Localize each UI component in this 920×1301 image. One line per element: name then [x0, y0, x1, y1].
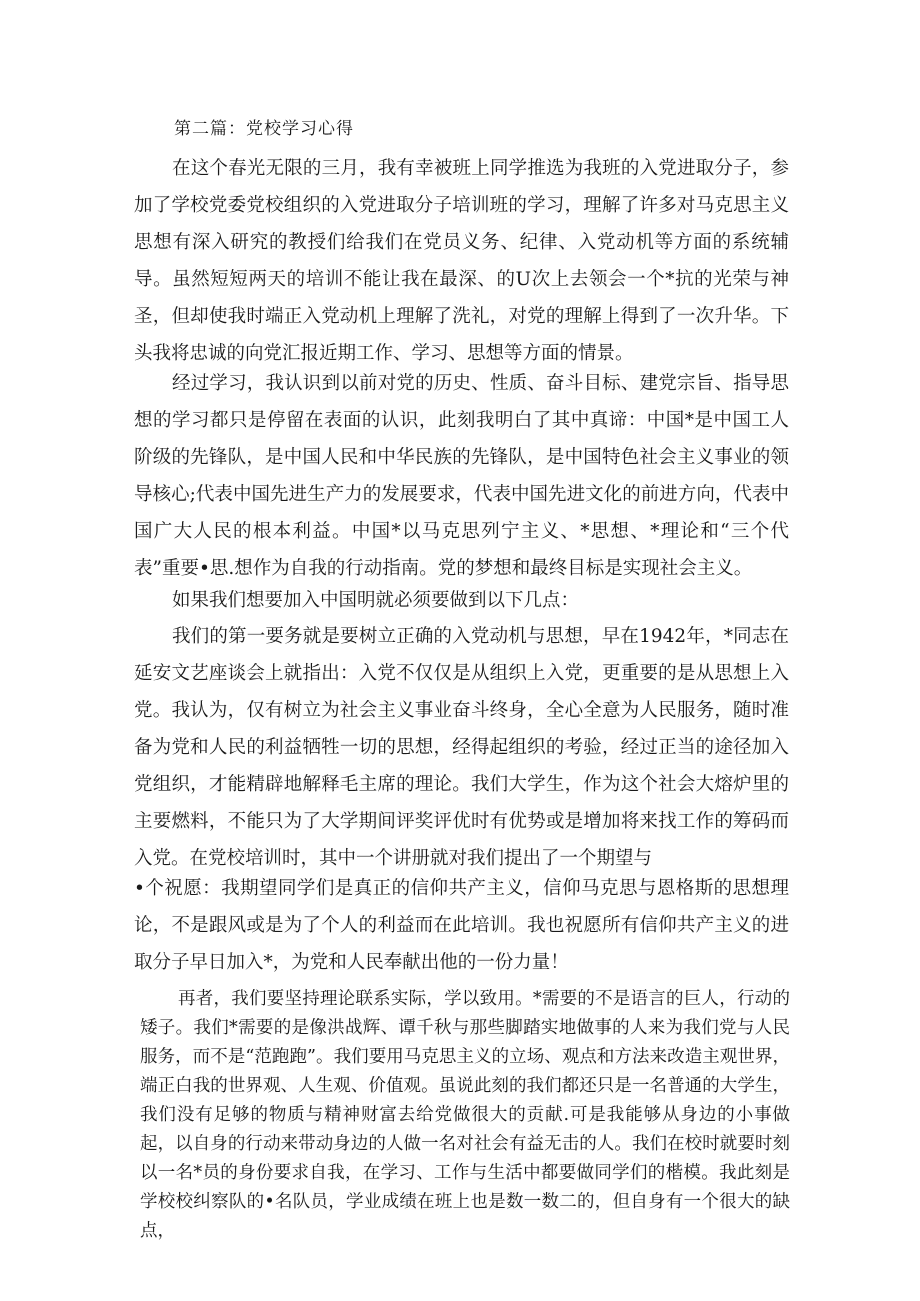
paragraph-2: 经过学习，我认识到以前对党的历史、性质、奋斗目标、建党宗旨、指导思想的学习都只是停留在表面的认识，此刻我明白了其中真谛：中国*是中国工人阶级的先锋队，是中国人民和中华民族的先锋队，是中国特色社会主义事业的领导核心;代表中国先进生产力的发展要求，代表中国先进文化的前进方向，代表中国广大人民的根本利益。中国*以马克思列宁主义、*思想、*理论和“三个代表”重要•思.想作为自我的行动指南。党的梦想和最终目标是实现社会主义。 [134, 373, 789, 579]
document-title: 第二篇：党校学习心得 [174, 119, 354, 139]
paragraph-5: •个祝愿：我期望同学们是真正的信仰共产主义，信仰马克思与恩格斯的思想理论，不是跟风或是为了个人的利益而在此培训。我也祝愿所有信仰共产主义的进取分子早日加入*，为党和人民奉献出他的一份力量！ [134, 878, 789, 973]
paragraph-1: 在这个春光无限的三月，我有幸被班上同学推选为我班的入党进取分子，参加了学校党委党校组织的入党进取分子培训班的学习，理解了许多对马克思主义思想有深入研究的教授们给我们在党员义务、纪律、入党动机等方面的系统辅导。虽然短短两天的培训不能让我在最深、的U次上去领会一个*抗的光荣与神圣，但却使我时端正入党动机上理解了洗礼，对党的理解上得到了一次升华。下头我将忠诚的向党汇报近期工作、学习、思想等方面的情景。 [134, 158, 789, 364]
paragraph-4: 我们的第一要务就是要树立正确的入党动机与思想，早在1942年，*同志在延安文艺座谈会上就指出：入党不仅仅是从组织上入党，更重要的是从思想上入党。我认为，仅有树立为社会主义事业奋斗终身，全心全意为人民服务，随时准备为党和人民的利益牺牲一切的思想，经得起组织的考验，经过正当的途径加入党组织，才能精辟地解释毛主席的理论。我们大学生，作为这个社会大熔炉里的主要燃料，不能只为了大学期间评奖评优时有优势或是增加将来找工作的筹码而入党。在党校培训时，其中一个讲册就对我们提出了一个期望与 [134, 626, 789, 869]
paragraph-3: 如果我们想要加入中国明就必须要做到以下几点： [172, 590, 580, 611]
paragraph-6: 再者，我们要坚持理论联系实际，学以致用。*需要的不是语言的巨人，行动的矮子。我们*需要的是像洪战辉、谭千秋与那些脚踏实地做事的人来为我们党与人民服务，而不是“范跑跑”。我们要用马克思主义的立场、观点和方法来改造主观世界，端正白我的世界观、人生观、价值观。虽说此刻的我们都还只是一名普通的大学生，我们没有足够的物质与精神财富去给党做很大的贡献.可是我能够从身边的小事做起，以自身的行动来带动身边的人做一名对社会有益无击的人。我们在校时就要时刻以一名*员的身份要求自我，在学习、工作与生活中都要做同学们的楷模。我此刻是学校校纠察队的•名队员，学业成绩在班上也是数一数二的，但自身有一个很大的缺点， [140, 989, 790, 1241]
